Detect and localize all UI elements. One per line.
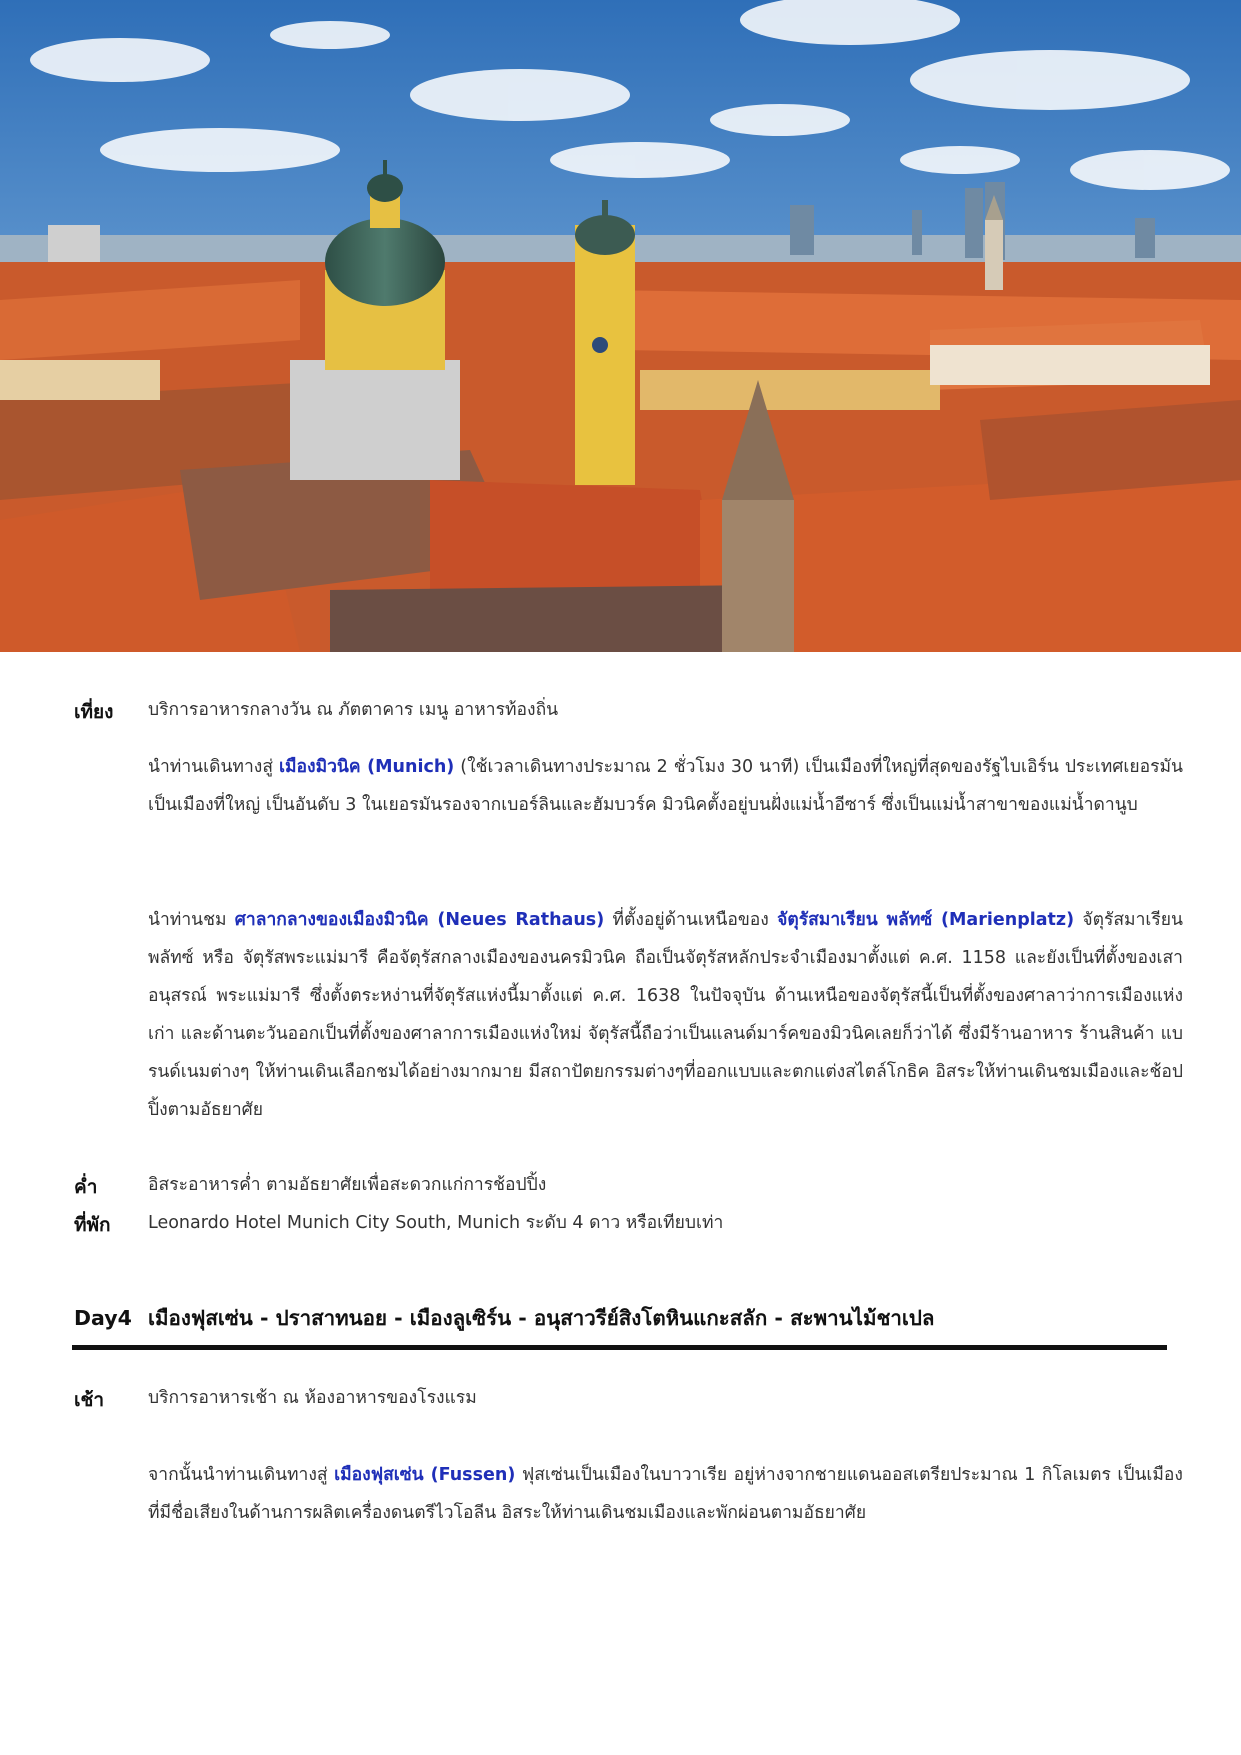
- hotel-text: Leonardo Hotel Munich City South, Munich ระดับ 4 ดาว หรือเทียบเท่า: [148, 1213, 724, 1233]
- fussen-paragraph-part-2: ฟุสเซ่นเป็นเมืองในบาวาเรีย อยู่ห่างจากชายแดนออสเตรียประมาณ 1 กิโลเมตร เป็นเมืองที่มีชื่อเสียงในด้านการผลิตเครื่องดนตรีไวโอลีน อิสระให้ท่านเดินชมเมืองและพักผ่อนตามอัธยาศัย: [148, 1465, 1183, 1523]
- munich-highlight: เมืองมิวนิค (Munich): [279, 757, 455, 777]
- munich-paragraph-part-2: (ใช้เวลาเดินทางประมาณ 2 ชั่วโมง 30 นาที) เป็นเมืองที่ใหญ่ที่สุดของรัฐไบเอิร์น ประเทศเยอรมัน เป็นเมืองที่ใหญ่ เป็นอันดับ 3 ในเยอรมันรองจากเบอร์ลินและฮัมบวร์ค มิวนิคตั้งอยู่บนฝั่งแม่น้ำอีซาร์ ซึ่งเป็นแม่น้ำสาขาของแม่น้ำดานูบ: [148, 757, 1183, 815]
- day4-heading: [74, 1302, 934, 1335]
- marienplatz-highlight: จัตุรัสมาเรียน พลัทซ์ (Marienplatz): [777, 910, 1075, 930]
- fussen-highlight: เมืองฟุสเซ่น (Fussen): [334, 1465, 516, 1485]
- rathaus-paragraph-part-1: นำท่านชม: [148, 910, 235, 930]
- right-church-tower: [985, 220, 1003, 290]
- rathaus-highlight: ศาลากลางของเมืองมิวนิค (Neues Rathaus): [234, 910, 605, 930]
- fussen-paragraph-part-1: จากนั้นนำท่านเดินทางสู่: [148, 1465, 335, 1485]
- dinner-label: ค่ำ: [74, 1176, 98, 1198]
- rathaus-paragraph-part-2: ที่ตั้งอยู่ด้านเหนือของ: [604, 910, 778, 930]
- day4-divider: [72, 1345, 1167, 1350]
- dinner-text: อิสระอาหารค่ำ ตามอัธยาศัยเพื่อสะดวกแก่การช้อปปิ้ง: [148, 1175, 547, 1195]
- day4-title: เมืองฟุสเซ่น - ปราสาทนอย - เมืองลูเซิร์น - อนุสาวรีย์สิงโตหินแกะสลัก - สะพานไม้ชาเปล: [148, 1306, 935, 1330]
- breakfast-label: เช้า: [74, 1389, 105, 1411]
- hero-photo-svg: [0, 0, 1241, 652]
- hotel-label: ที่พัก: [74, 1214, 111, 1236]
- lunch-text: บริการอาหารกลางวัน ณ ภัตตาคาร เมนู อาหารท้องถิ่น: [148, 700, 559, 720]
- munich-paragraph: [148, 748, 1183, 824]
- breakfast-text: บริการอาหารเช้า ณ ห้องอาหารของโรงแรม: [148, 1388, 477, 1408]
- rathaus-paragraph: [148, 901, 1183, 1129]
- lunch-label: เที่ยง: [74, 701, 114, 723]
- fussen-paragraph: [148, 1456, 1183, 1532]
- munich-paragraph-part-1: นำท่านเดินทางสู่: [148, 757, 279, 777]
- day4-number: Day4: [74, 1306, 132, 1330]
- hero-photo-munich-skyline: [0, 0, 1241, 652]
- rathaus-paragraph-part-3: จัตุรัสมาเรียนพลัทซ์ หรือ จัตุรัสพระแม่มารี คือจัตุรัสกลางเมืองของนครมิวนิค ถือเป็นจัตุรัสหลักประจำเมืองมาตั้งแต่ ค.ศ. 1158 และยังเป็นที่ตั้งของเสาอนุสรณ์ พระแม่มารี ซึ่งตั้งตระหง่านที่จัตุรัสแห่งนี้มาตั้งแต่ ค.ศ. 1638 ในปัจจุบัน ด้านเหนือของจัตุรัสนี้เป็นที่ตั้งของศาลาว่าการเมืองแห่งเก่า และด้านตะวันออกเป็นที่ตั้งของศาลาการเมืองแห่งใหม่ จัตุรัสนี้ถือว่าเป็นแลนด์มาร์คของมิวนิคเลยก็ว่าได้ ซึ่งมีร้านอาหาร ร้านสินค้า แบรนด์เนมต่างๆ ให้ท่านเดินเลือกชมได้อย่างมากมาย มีสถาปัตยกรรมต่างๆที่ออกแบบและตกแต่งสไตล์โกธิค อิสระให้ท่านเดินชมเมืองและช้อปปิ้งตามอัธยาศัย: [148, 910, 1183, 1120]
